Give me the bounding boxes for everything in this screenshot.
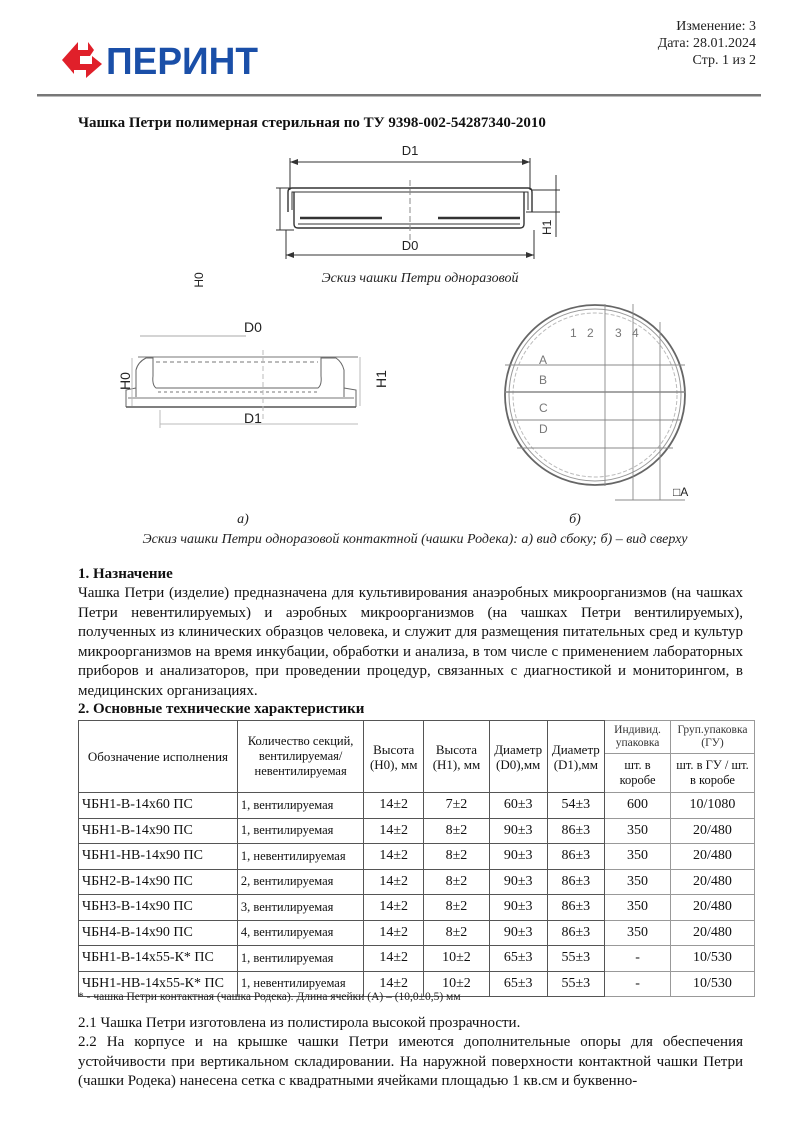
header-d1: Диаметр (D1),мм	[547, 721, 605, 793]
paragraph-2-2: 2.2 На корпусе и на крышке чашки Петри имеются дополнительные опоры для обеспечения устойчивости при вертикальном складировании. На наружной поверхности контактной чашки Петри (чашки Родека) нанесена сетка с квадратными ячейками площадью 1 кв.см и буквенно-	[78, 1034, 743, 1089]
cell-h0: 14±2	[364, 818, 424, 844]
table-row	[79, 818, 755, 844]
grid-col-2: 2	[587, 326, 594, 340]
grid-row-c: C	[539, 401, 548, 415]
specifications-table	[78, 720, 755, 997]
cell-d1: 86±3	[547, 920, 605, 946]
cell-h0: 14±2	[364, 946, 424, 972]
table-row	[79, 869, 755, 895]
table-footnote: * - чашка Петри контактная (чашка Родека). Длина ячейки (А) – (10,0±0,5) мм	[78, 991, 461, 1003]
cell-group-pack: 20/480	[670, 844, 754, 870]
table-row	[79, 946, 755, 972]
header-group-pack-unit: шт. в ГУ / шт. в коробе	[670, 754, 754, 793]
grid-col-4: 4	[632, 326, 639, 340]
cell-h1: 8±2	[424, 844, 490, 870]
cell-d1: 86±3	[547, 844, 605, 870]
cell-h1: 8±2	[424, 920, 490, 946]
cell-h0: 14±2	[364, 971, 424, 997]
document-title: Чашка Петри полимерная стерильная по ТУ 9398-002-54287340-2010	[78, 115, 546, 131]
cell-d0: 90±3	[489, 869, 547, 895]
cell-group-pack: 10/530	[670, 946, 754, 972]
cell-individual-pack: 600	[605, 793, 671, 819]
document-meta	[658, 18, 756, 69]
label-h0: H0	[117, 372, 133, 390]
cell-group-pack: 20/480	[670, 895, 754, 921]
cell-designation: ЧБН1-НВ-14х90 ПС	[79, 844, 238, 870]
page-number: Стр. 1 из 2	[692, 53, 756, 68]
cell-designation: ЧБН2-В-14х90 ПС	[79, 869, 238, 895]
cell-individual-pack: 350	[605, 869, 671, 895]
base-outline	[294, 192, 524, 228]
cell-h1: 7±2	[424, 793, 490, 819]
cell-individual-pack: 350	[605, 818, 671, 844]
cell-sections: 1, невентилируемая	[237, 971, 363, 997]
table-row	[79, 844, 755, 870]
logo-graphic	[62, 30, 262, 83]
cell-group-pack: 20/480	[670, 818, 754, 844]
cell-sections: 2, вентилируемая	[237, 869, 363, 895]
header-d0: Диаметр (D0),мм	[489, 721, 547, 793]
cell-designation: ЧБН3-В-14х90 ПС	[79, 895, 238, 921]
cell-h0: 14±2	[364, 844, 424, 870]
cell-h0: 14±2	[364, 793, 424, 819]
label-h1: H1	[540, 219, 554, 235]
cell-h1: 8±2	[424, 869, 490, 895]
subfigure-a-label: а)	[237, 512, 249, 527]
grid-row-a: A	[539, 353, 548, 367]
grid-row-b: B	[539, 373, 548, 387]
cell-sections: 1, вентилируемая	[237, 818, 363, 844]
label-d0: D0	[244, 319, 262, 335]
cell-h1: 10±2	[424, 946, 490, 972]
company-logo	[62, 30, 262, 83]
cell-d0: 90±3	[489, 844, 547, 870]
subfigure-b-label: б)	[569, 512, 581, 527]
cell-individual-pack: -	[605, 946, 671, 972]
cell-designation: ЧБН4-В-14х90 ПС	[79, 920, 238, 946]
cell-individual-pack: 350	[605, 920, 671, 946]
header-h1: Высота (H1), мм	[424, 721, 490, 793]
header-sections: Количество секций, вентилируемая/ невентилируемая	[237, 721, 363, 793]
cell-d0: 90±3	[489, 920, 547, 946]
section2-heading: 2. Основные технические характеристики	[78, 701, 365, 717]
cell-h0: 14±2	[364, 895, 424, 921]
grid-lines	[505, 304, 685, 500]
cell-sections: 3, вентилируемая	[237, 895, 363, 921]
cell-h0: 14±2	[364, 920, 424, 946]
section1-text: Чашка Петри (изделие) предназначена для культивирования анаэробных микроорганизмов (на чашках Петри невентилируемых) и аэробных микроорганизмов (на чашках Петри вентилируемых), полученных из клинических образцов человека, и служит для размещения питательных сред и культур микроорганизмов на время инкубации, обработки и анализа, в том числе с применением лабораторных приборов и анализаторов, при проведении процедур, связанных с диагностикой и мониторингом, в медицинских организациях.	[78, 585, 743, 699]
header-divider	[37, 94, 761, 97]
cell-h1: 10±2	[424, 971, 490, 997]
table-row	[79, 920, 755, 946]
figure-rodac-side-view	[108, 310, 398, 435]
cell-h0: 14±2	[364, 869, 424, 895]
header-individual-pack: Индивид. упаковка	[605, 721, 671, 754]
cell-individual-pack: 350	[605, 895, 671, 921]
cell-designation: ЧБН1-В-14х90 ПС	[79, 818, 238, 844]
header-individual-pack-unit: шт. в коробе	[605, 754, 671, 793]
cell-sections: 1, невентилируемая	[237, 844, 363, 870]
cell-d0: 60±3	[489, 793, 547, 819]
grid-col-3: 3	[615, 326, 622, 340]
label-h1: H1	[373, 370, 389, 388]
label-h0: H0	[192, 272, 206, 288]
cell-individual-pack: 350	[605, 844, 671, 870]
cell-designation: ЧБН1-В-14х55-К* ПС	[79, 946, 238, 972]
label-d1: D1	[244, 410, 262, 426]
cell-d1: 55±3	[547, 971, 605, 997]
table-row	[79, 793, 755, 819]
label-d1: D1	[401, 143, 419, 158]
cell-h1: 8±2	[424, 895, 490, 921]
cell-group-pack: 20/480	[670, 869, 754, 895]
paragraph-2-1: 2.1 Чашка Петри изготовлена из полистирола высокой прозрачности.	[78, 1015, 521, 1031]
figure-rodac-top-view	[495, 300, 705, 510]
label-d0: D0	[401, 238, 419, 253]
cell-h1: 8±2	[424, 818, 490, 844]
cell-designation: ЧБН1-НВ-14х55-К* ПС	[79, 971, 238, 997]
cell-d1: 86±3	[547, 869, 605, 895]
grid-row-d: D	[539, 422, 548, 436]
header-h0: Высота (H0), мм	[364, 721, 424, 793]
cell-d1: 86±3	[547, 895, 605, 921]
section1-heading: 1. Назначение	[78, 566, 173, 582]
cell-d0: 90±3	[489, 895, 547, 921]
logo-arrow-icon	[62, 42, 102, 78]
figure2-caption: Эскиз чашки Петри одноразовой контактной (чашки Родека): а) вид сбоку; б) – вид сверху	[142, 532, 688, 547]
grid-col-1: 1	[570, 326, 577, 340]
document-date: Дата: 28.01.2024	[657, 36, 756, 51]
header-group-pack: Груп.упаковка (ГУ)	[670, 721, 754, 754]
cell-sections: 1, вентилируемая	[237, 946, 363, 972]
logo-text: ПЕРИНТ	[106, 41, 258, 83]
cell-d0: 65±3	[489, 946, 547, 972]
cell-group-pack: 10/530	[670, 971, 754, 997]
cell-individual-pack: -	[605, 971, 671, 997]
change-number: Изменение: 3	[676, 19, 756, 34]
cell-d0: 90±3	[489, 818, 547, 844]
cell-d0: 65±3	[489, 971, 547, 997]
cell-group-pack: 20/480	[670, 920, 754, 946]
cell-sections: 4, вентилируемая	[237, 920, 363, 946]
cell-sections: 1, вентилируемая	[237, 793, 363, 819]
cell-d1: 54±3	[547, 793, 605, 819]
header-designation: Обозначение исполнения	[79, 721, 238, 793]
cell-group-pack: 10/1080	[670, 793, 754, 819]
table-row	[79, 895, 755, 921]
figure1-caption: Эскиз чашки Петри одноразовой	[321, 271, 519, 286]
cell-d1: 86±3	[547, 818, 605, 844]
cell-d1: 55±3	[547, 946, 605, 972]
dish-outer-rim	[505, 305, 685, 485]
cell-designation: ЧБН1-В-14х60 ПС	[79, 793, 238, 819]
cell-size-label: □A	[673, 485, 689, 499]
